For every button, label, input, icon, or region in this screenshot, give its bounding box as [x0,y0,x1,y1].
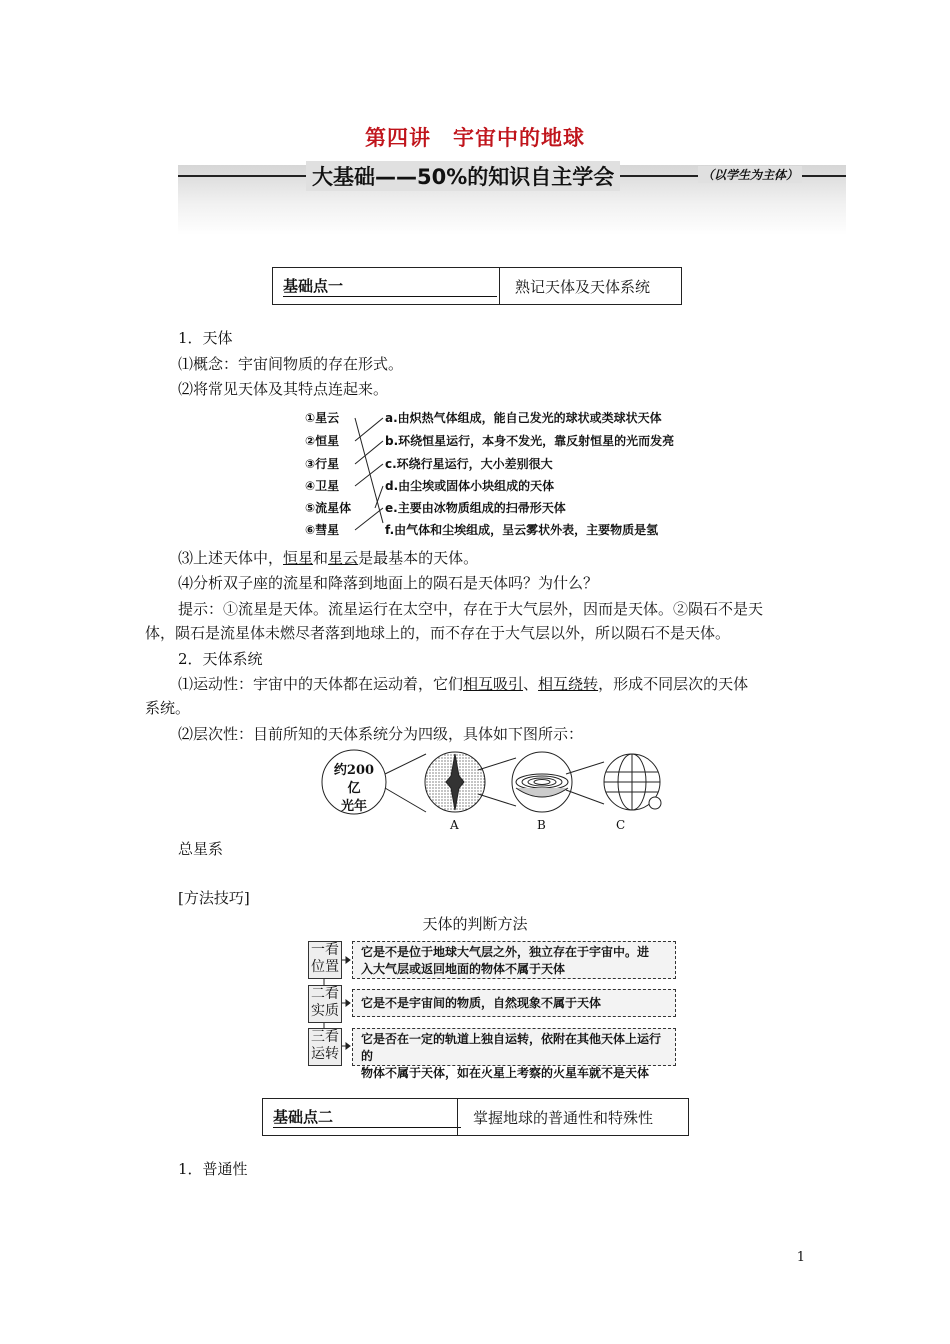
flow-head-position [308,941,342,979]
section-tag-rule [283,296,497,297]
solar-circle-b [512,752,572,812]
text: 、 [523,675,539,693]
flow-head-text: 一看 [311,942,339,958]
banner-main: 大基础——50%的知识自主学会 [306,161,620,191]
flow-head-text: 实质 [311,1003,339,1019]
section-box-1 [272,267,682,305]
match-left-4: ④卫星 [305,479,340,493]
match-left-1: ①星云 [305,411,340,425]
basic-celestial-line [178,547,478,569]
flow-head-motion [308,1028,342,1066]
flow-head-text: 二看 [311,986,339,1002]
motion-cont: 系统。 [145,699,191,717]
label-a: A [450,818,459,832]
answer-orbit: 相互绕转 [538,675,599,693]
flow-head-text: 三看 [311,1029,339,1045]
match-left-3: ③行星 [305,457,340,471]
flow-head-essence [308,985,342,1023]
answer-nebula: 星云 [328,549,359,567]
answer-star: 恒星 [283,549,314,567]
section-tag: 基础点一 [283,277,344,295]
flow-box-motion [352,1028,676,1080]
text: ，形成不同层次的天体 [598,675,749,693]
section-tag: 基础点二 [273,1108,334,1126]
flow-box-essence [352,989,676,1017]
heading-system: 2．天体系统 [178,650,263,668]
flow-head-text: 运转 [311,1046,339,1062]
total-galaxy: 总星系 [178,840,224,858]
motion-line [178,673,748,695]
section-tag-rule [273,1127,461,1128]
match-right-c: c.环绕行星运行，大小差别很大 [385,457,553,471]
match-left-5: ⑤流星体 [305,501,352,515]
flow-box-position [352,941,676,979]
section-divider [499,268,500,304]
matching-diagram [305,405,690,540]
section-label: 熟记天体及天体系统 [515,278,651,296]
celestial-system-diagram [318,748,668,836]
question-4: ⑷分析双子座的流星和降落到地面上的陨石是天体吗？为什么？ [178,574,599,592]
text: 是最基本的天体。 [358,549,479,567]
flow-text: 它是否在一定的轨道上独自运转，依附在其他天体上运行的 [361,1032,662,1063]
page-number: 1 [796,1250,805,1265]
level-line: ⑵层次性：目前所知的天体系统分为四级，具体如下图所示： [178,725,584,743]
hint-line-1: 提示：①流星是天体。流星运行在太空中，存在于大气层外，因而是天体。②陨石不是天 [178,600,764,618]
section-label: 掌握地球的普通性和特殊性 [473,1109,654,1127]
text: ⑴运动性：宇宙中的天体都在运动着，它们 [178,675,464,693]
answer-attract: 相互吸引 [463,675,524,693]
text: 和 [313,549,329,567]
match-left-6: ⑥彗星 [305,523,340,537]
match-right-e: e.主要由冰物质组成的扫帚形天体 [385,501,566,515]
flow-text: 它是不是宇宙间的物质，自然现象不属于天体 [361,996,602,1010]
flow-text: 物体不属于天体，如在火星上考察的火星车就不是天体 [361,1066,650,1080]
heading-universality: 1．普通性 [178,1160,248,1178]
match-right-b: b.环绕恒星运行，本身不发光，靠反射恒星的光而发亮 [385,434,675,448]
section-box-2 [262,1098,689,1136]
label-b: B [537,818,546,832]
flow-head-text: 位置 [311,959,339,975]
method-title: 天体的判断方法 [422,915,528,933]
method-heading: [方法技巧] [178,889,250,907]
heading-celestial: 1．天体 [178,329,233,347]
banner [178,165,846,235]
match-right-f: f.由气体和尘埃组成，呈云雾状外表，主要物质是氢 [385,523,659,537]
page-title: 第四讲 宇宙中的地球 [365,126,585,150]
hint-line-2: 体，陨石是流星体未燃尽者落到地球上的，而不存在于大气层以外，所以陨石不是天体。 [145,624,731,642]
match-right-a: a.由炽热气体组成，能自己发光的球状或类球状天体 [385,411,662,425]
banner-note: （以学生为主体） [698,166,802,183]
label-c: C [616,818,626,832]
universe-label-unit: 光年 [340,799,367,814]
match-right-d: d.由尘埃或固体小块组成的天体 [385,479,555,493]
flow-text: 入大气层或返回地面的物体不属于天体 [361,962,566,976]
section-divider [457,1099,458,1135]
match-left-2: ②恒星 [305,434,340,448]
concept: ⑴概念：宇宙间物质的存在形式。 [178,355,404,373]
universe-label-size: 约200亿 [333,763,375,796]
universe-label [330,762,378,816]
flow-text: 它是不是位于地球大气层之外，独立存在于宇宙中。进 [361,945,650,959]
text: ⑶上述天体中， [178,549,284,567]
judgement-flowchart [306,940,678,1080]
connect-instruction: ⑵将常见天体及其特点连起来。 [178,380,389,398]
